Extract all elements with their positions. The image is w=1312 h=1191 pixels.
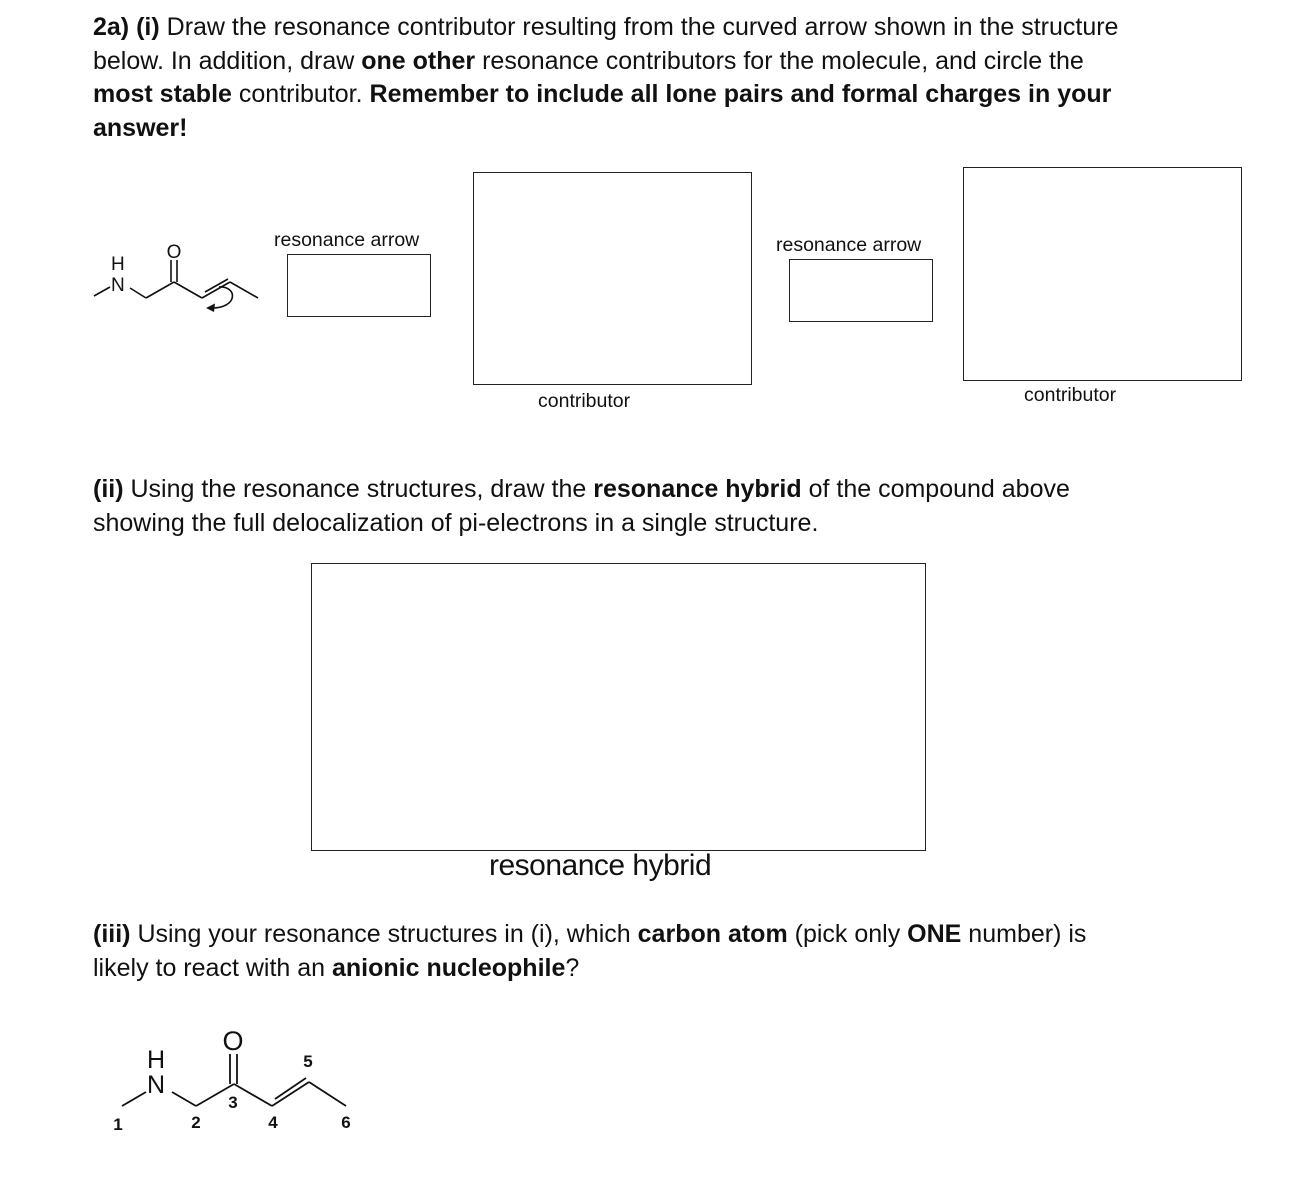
resonance-arrow-label-1: resonance arrow xyxy=(274,229,420,251)
contributor-box-1[interactable] xyxy=(473,172,752,385)
atom-o: O xyxy=(222,1026,244,1056)
numbered-molecule xyxy=(100,1020,380,1145)
question-2a-ii: (ii) Using the resonance structures, draw the resonance hybrid of the compound above showing the full delocalization of pi-electrons in a single structure. xyxy=(93,475,1070,537)
resonance-arrow-box-2[interactable] xyxy=(789,259,933,322)
resonance-arrow-label-2: resonance arrow xyxy=(776,234,922,256)
atom-o: O xyxy=(166,242,182,263)
question-2a-i: 2a) (i) Draw the resonance contributor resulting from the curved arrow shown in the structure below. In addition, draw one other resonance contributors for the molecule, and circle the most stable contributor. Remember to include all lone pairs and formal charges in your answer! xyxy=(93,13,1119,142)
carbon-number-6: 6 xyxy=(341,1113,351,1132)
atom-h: H xyxy=(147,1046,166,1074)
contributor-label-1: contributor xyxy=(538,390,631,412)
carbon-number-5: 5 xyxy=(303,1052,313,1071)
curved-arrow-head xyxy=(206,304,215,313)
atom-n: N xyxy=(147,1071,166,1099)
resonance-hybrid-label: resonance hybrid xyxy=(489,849,712,882)
starting-molecule xyxy=(88,236,268,326)
carbon-number-2: 2 xyxy=(191,1113,201,1132)
carbon-number-4: 4 xyxy=(268,1113,278,1132)
question-2a-iii: (iii) Using your resonance structures in (i), which carbon atom (pick only ONE number) is likely to react with an anionic nucleophile? xyxy=(93,920,1087,982)
resonance-hybrid-box[interactable] xyxy=(311,563,926,851)
carbon-number-1: 1 xyxy=(113,1115,123,1134)
atom-h: H xyxy=(111,254,125,275)
contributor-box-2[interactable] xyxy=(963,167,1242,381)
contributor-label-2: contributor xyxy=(1024,384,1117,406)
carbon-number-3: 3 xyxy=(228,1093,238,1112)
atom-n: N xyxy=(111,275,125,296)
resonance-arrow-box-1[interactable] xyxy=(287,254,431,317)
